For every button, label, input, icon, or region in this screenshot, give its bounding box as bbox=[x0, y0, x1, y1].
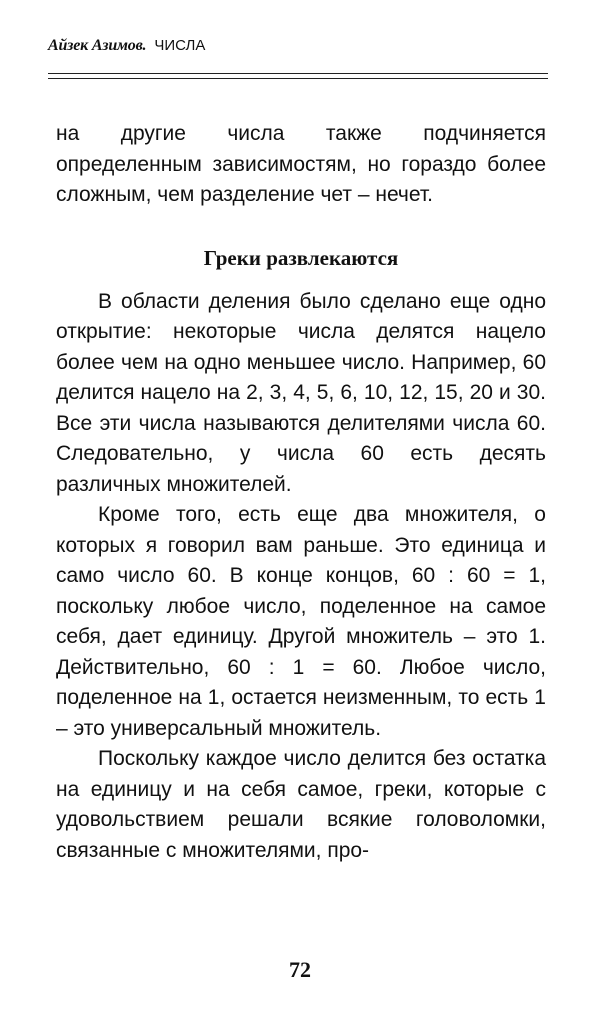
page-body bbox=[56, 119, 546, 866]
header-book-title: ЧИСЛА bbox=[154, 37, 206, 54]
section-heading: Греки развлекаются bbox=[203, 245, 399, 270]
header-author: Айзек Азимов. bbox=[48, 37, 147, 54]
header-rule-bottom bbox=[48, 78, 548, 79]
paragraph-3: Поскольку каждое число делится без остатка на единицу и на себя самое, греки, которые с удовольствием решали всякие головоломки, связанные с множителями, про- bbox=[56, 747, 546, 862]
running-header bbox=[48, 36, 205, 56]
page-number: 72 bbox=[289, 957, 311, 982]
paragraph-2: Кроме того, есть еще два множителя, о которых я говорил вам раньше. Это единица и само число 60. В конце концов, 60 : 60 = 1, поскольку любое число, поделенное на самое себя, дает единицу. Другой множитель – это 1. Действительно, 60 : 1 = 60. Любое число, поделенное на 1, остается неизменным, то есть 1 – это универсальный множитель. bbox=[56, 503, 546, 740]
continued-paragraph: на другие числа также подчиняется определенным зависимостям, но гораздо более сложным, чем разделение чет – нечет. bbox=[56, 122, 546, 206]
header-rule-top bbox=[48, 73, 548, 74]
paragraph-1: В области деления было сделано еще одно открытие: некоторые числа делятся нацело более чем на одно меньшее число. Например, 60 делится нацело на 2, 3, 4, 5, 6, 10, 12, 15, 20 и 30. Все эти числа называются делителями числа 60. Следовательно, у числа 60 есть десять различных множителей. bbox=[56, 289, 546, 496]
